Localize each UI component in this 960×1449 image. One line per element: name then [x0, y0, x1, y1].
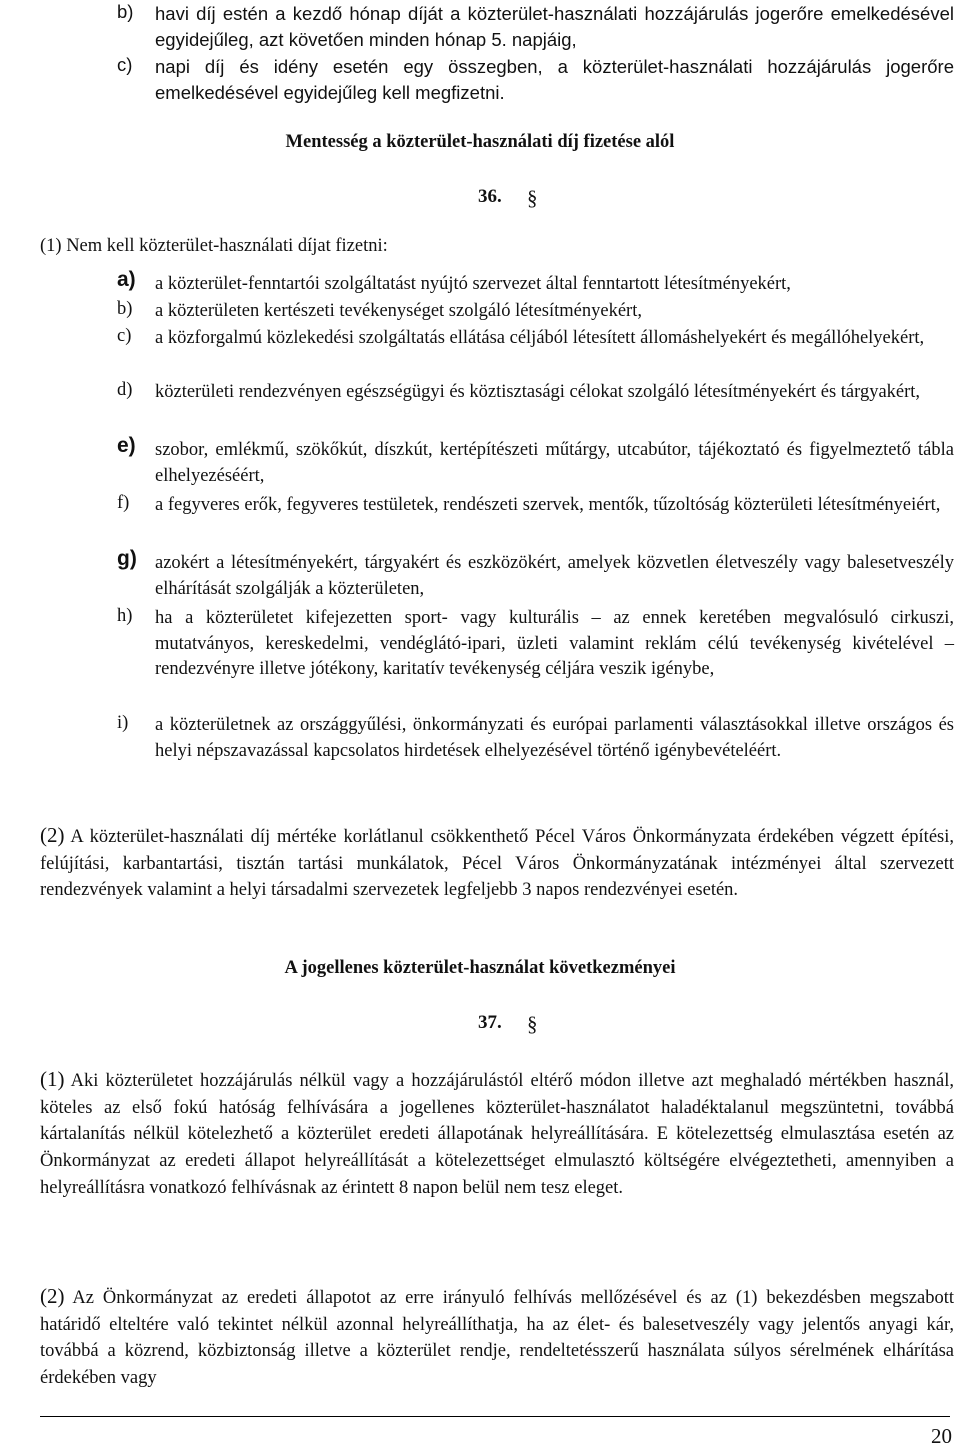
paragraph-37-1	[40, 1066, 954, 1202]
paragraph-37-2	[40, 1283, 954, 1392]
list-label: g)	[117, 547, 137, 570]
list-text: a fegyveres erők, fegyveres testületek, rendészeti szervek, mentők, tűzoltóság közterületi létesítményeiért,	[155, 495, 941, 515]
page-number: 20	[931, 1424, 952, 1448]
list-label: e)	[117, 434, 136, 457]
list-text: a közterületen kertészeti tevékenységet szolgáló létesítményekért,	[155, 301, 642, 321]
list-text: a közterületnek az országgyűlési, önkormányzati és európai parlamenti választásokkal illetve országos és helyi népszavazással kapcsolatos hirdetések elhelyezésével történő igénybevételéért.	[155, 715, 954, 761]
list-label: i)	[117, 713, 129, 733]
section-heading-exemption: Mentesség a közterület-használati díj fizetése alól	[285, 132, 675, 152]
list-text: ha a közterületet kifejezetten sport- vagy kulturális – az ennek keretében megvalósuló cirkuszi, mutatványos, kereskedelmi, vendéglátó-ipari, üzleti valamint reklám célú tevékenység kivételével –rendezvényre illetve jótékony, karitatív tevékenység céljára veszik igénybe,	[155, 608, 954, 679]
paragraph-2	[40, 822, 954, 904]
section-symbol: §	[527, 186, 538, 210]
paragraph-number: (1)	[40, 1067, 65, 1091]
list-text: azokért a létesítményekért, tárgyakért és eszközökért, amelyek közvetlen életveszély vagy balesetveszély elhárítását szolgálják a közterületen,	[155, 553, 954, 599]
section-symbol: §	[527, 1012, 538, 1036]
paragraph-text: Aki közterületet hozzájárulás nélkül vagy a hozzájárulástól eltérő módon illetve azt meghaladó mértékben használ, köteles az első fokú hatóság felhívására a jogellenes közterület-használatot haladéktalanul megszüntetni, továbbá kártalanítás nélkül kötelezhető a közterület eredeti állapotának helyreállítására. E kötelezettség elmulasztása esetén az Önkormányzat az eredeti állapot helyreállítását a kötelezettséget elmulasztó költségére elvégeztetheti, amennyiben a helyreállításra vonatkozó felhívásnak az érintett 8 napon belül nem tesz eleget.	[40, 1071, 954, 1198]
list-label: f)	[117, 493, 130, 513]
list-label: b)	[117, 1, 134, 22]
paragraph-number: (2)	[40, 823, 65, 847]
section-heading-consequences: A jogellenes közterület-használat következményei	[284, 958, 676, 978]
list-text: közterületi rendezvényen egészségügyi és köztisztasági célokat szolgáló létesítményekért és tárgyakért,	[155, 382, 921, 402]
list-label: c)	[117, 54, 133, 75]
footer-divider	[40, 1416, 950, 1417]
list-label: c)	[117, 326, 132, 346]
section-number: 37.	[478, 1012, 502, 1033]
list-label: b)	[117, 299, 133, 319]
list-label: a)	[117, 268, 136, 291]
list-text: havi díj estén a kezdő hónap díját a közterület-használati hozzájárulás jogerőre emelkedésével egyidejűleg, azt követően minden hónap 5. napjáig,	[155, 3, 954, 50]
paragraph-text: Az Önkormányzat az eredeti állapotot az erre irányuló felhívás mellőzésével és az (1) bekezdésben megszabott határidő elteltére való tekintet nélkül azonnal helyreállíthatja, ha az élet- és balesetveszély vagy jelentős anyagi kár, továbbá a közrend, közbiztonság illetve a közterület rendje, rendeltetésszerű használata súlyos sérelmének elhárítása érdekében vagy	[40, 1288, 954, 1389]
paragraph-text: A közterület-használati díj mértéke korlátlanul csökkenthető Pécel Város Önkormányzata érdekében végzett építési, felújítási, karbantartási, tisztán tartási munkálatok, Pécel Város Önkormányzatának intézményei által szervezett rendezvények valamint a helyi társadalmi szervezetek legfeljebb 3 napos rendezvényei esetén.	[40, 827, 954, 901]
list-label: d)	[117, 380, 133, 400]
paragraph-number: (2)	[40, 1284, 65, 1308]
list-text: a közforgalmú közlekedési szolgáltatás ellátása céljából létesített állomáshelyekért és megállóhelyekért,	[155, 328, 925, 348]
list-text: napi díj és idény esetén egy összegben, a közterület-használati hozzájárulás jogerőre emelkedésével egyidejűleg kell megfizetni.	[155, 56, 954, 103]
list-label: h)	[117, 606, 133, 626]
list-text: a közterület-fenntartói szolgáltatást nyújtó szervezet által fenntartott létesítményekért,	[155, 274, 791, 294]
paragraph-intro: (1) Nem kell közterület-használati díjat fizetni:	[40, 236, 388, 256]
list-text: szobor, emlékmű, szökőkút, díszkút, kertépítészeti műtárgy, utcabútor, tájékoztató és figyelmeztető tábla elhelyezéséért,	[155, 440, 954, 486]
section-number: 36.	[478, 186, 502, 207]
